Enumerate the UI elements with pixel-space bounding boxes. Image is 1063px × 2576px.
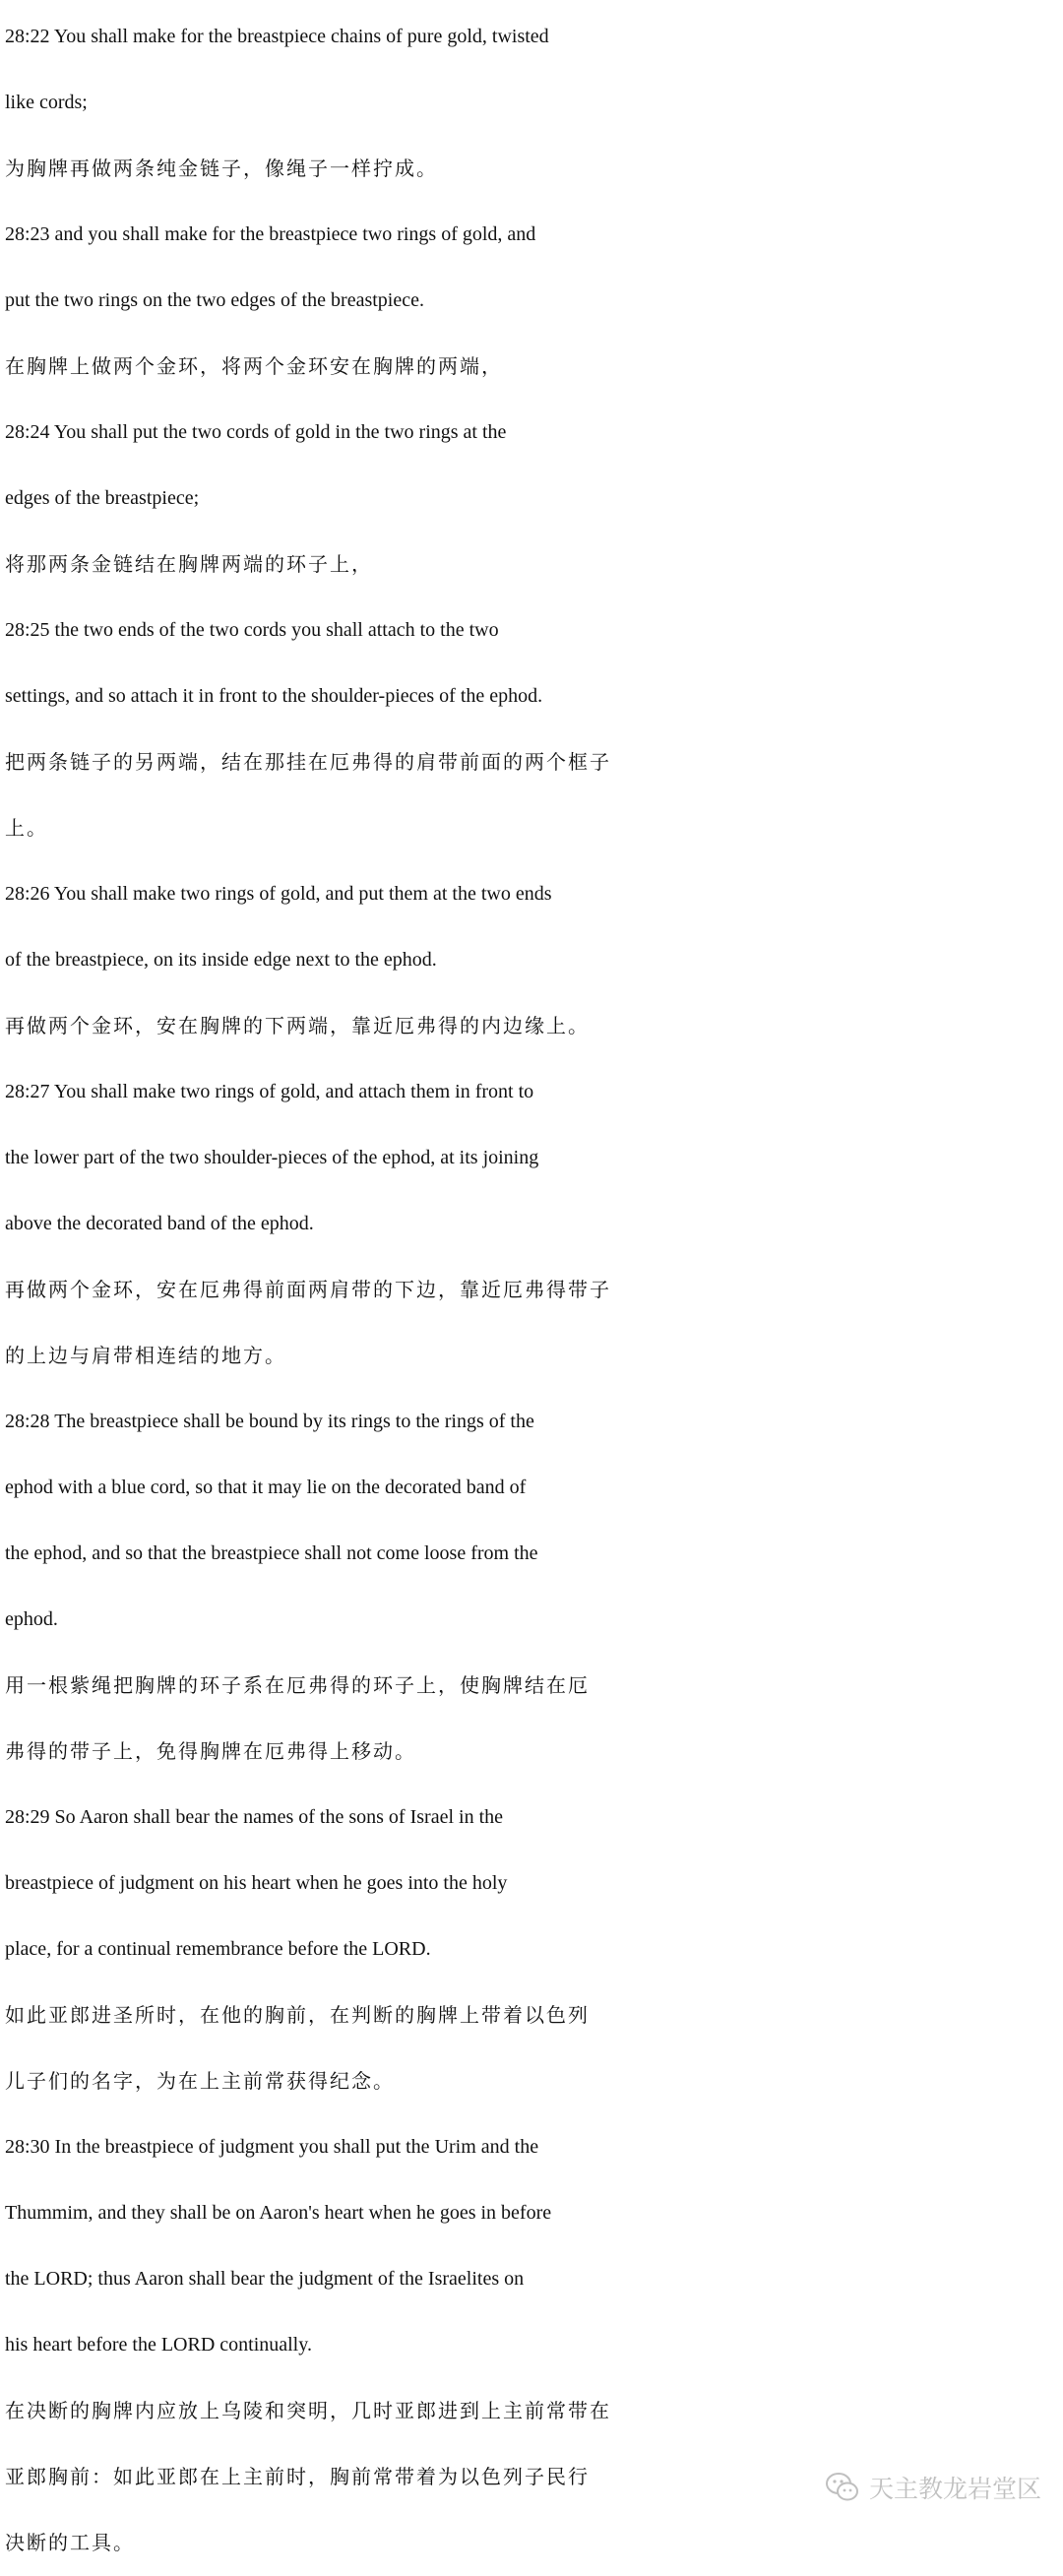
chinese-text-line: 弗得的带子上，免得胸牌在厄弗得上移动。 — [5, 1739, 416, 1763]
english-text-line: ephod with a blue cord, so that it may lie on the decorated band of — [5, 1476, 527, 1498]
chinese-text-line: 在决断的胸牌内应放上乌陵和突明，几时亚郎进到上主前常带在 — [5, 2399, 611, 2422]
english-text-line: above the decorated band of the ephod. — [5, 1213, 314, 1234]
chinese-text-line: 为胸牌再做两条纯金链子，像绳子一样拧成。 — [5, 157, 438, 180]
english-text-line: 28:30 In the breastpiece of judgment you shall put the Urim and the — [5, 2136, 539, 2158]
english-text-line: 28:29 So Aaron shall bear the names of the sons of Israel in the — [5, 1806, 503, 1828]
english-text-line: 28:25 the two ends of the two cords you shall attach to the two — [5, 619, 499, 641]
scripture-text — [5, 0, 1060, 2576]
english-text-line: edges of the breastpiece; — [5, 487, 200, 509]
english-text-line: 28:27 You shall make two rings of gold, and attach them in front to — [5, 1081, 534, 1102]
english-text-line: ephod. — [5, 1608, 58, 1630]
english-text-line: the LORD; thus Aaron shall bear the judgment of the Israelites on — [5, 2268, 525, 2290]
chinese-text-line: 决断的工具。 — [5, 2531, 135, 2554]
english-text-line: breastpiece of judgment on his heart when he goes into the holy — [5, 1872, 508, 1894]
chinese-text-line: 在胸牌上做两个金环，将两个金环安在胸牌的两端， — [5, 354, 503, 378]
chinese-text-line: 将那两条金链结在胸牌两端的环子上， — [5, 552, 373, 576]
chinese-text-line: 再做两个金环，安在厄弗得前面两肩带的下边，靠近厄弗得带子 — [5, 1278, 611, 1301]
english-text-line: settings, and so attach it in front to the shoulder-pieces of the ephod. — [5, 685, 543, 707]
chinese-text-line: 再做两个金环，安在胸牌的下两端，靠近厄弗得的内边缘上。 — [5, 1014, 590, 1037]
english-text-line: the ephod, and so that the breastpiece shall not come loose from the — [5, 1542, 538, 1564]
english-text-line: of the breastpiece, on its inside edge next to the ephod. — [5, 949, 437, 971]
english-text-line: the lower part of the two shoulder-pieces of the ephod, at its joining — [5, 1147, 539, 1168]
chinese-text-line: 亚郎胸前：如此亚郎在上主前时，胸前常带着为以色列子民行 — [5, 2465, 590, 2488]
english-text-line: Thummim, and they shall be on Aaron's heart when he goes in before — [5, 2202, 552, 2224]
chinese-text-line: 把两条链子的另两端，结在那挂在厄弗得的肩带前面的两个框子 — [5, 750, 611, 774]
watermark-label: 天主教龙岩堂区 — [868, 2475, 1041, 2503]
english-text-line: 28:28 The breastpiece shall be bound by its rings to the rings of the — [5, 1411, 534, 1432]
english-text-line: place, for a continual remembrance before the LORD. — [5, 1938, 431, 1960]
chinese-text-line: 的上边与肩带相连结的地方。 — [5, 1344, 286, 1367]
chinese-text-line: 用一根紫绳把胸牌的环子系在厄弗得的环子上，使胸牌结在厄 — [5, 1673, 590, 1697]
chinese-text-line: 如此亚郎进圣所时，在他的胸前，在判断的胸牌上带着以色列 — [5, 2003, 590, 2027]
english-text-line: 28:23 and you shall make for the breastpiece two rings of gold, and — [5, 223, 536, 245]
english-text-line: 28:22 You shall make for the breastpiece chains of pure gold, twisted — [5, 26, 549, 47]
english-text-line: like cords; — [5, 92, 88, 113]
english-text-line: 28:26 You shall make two rings of gold, and put them at the two ends — [5, 883, 552, 905]
english-text-line: put the two rings on the two edges of the breastpiece. — [5, 289, 424, 311]
english-text-line: his heart before the LORD continually. — [5, 2334, 312, 2356]
english-text-line: 28:24 You shall put the two cords of gold in the two rings at the — [5, 421, 507, 443]
chinese-text-line: 儿子们的名字，为在上主前常获得纪念。 — [5, 2069, 395, 2093]
chinese-text-line: 上。 — [5, 816, 48, 840]
